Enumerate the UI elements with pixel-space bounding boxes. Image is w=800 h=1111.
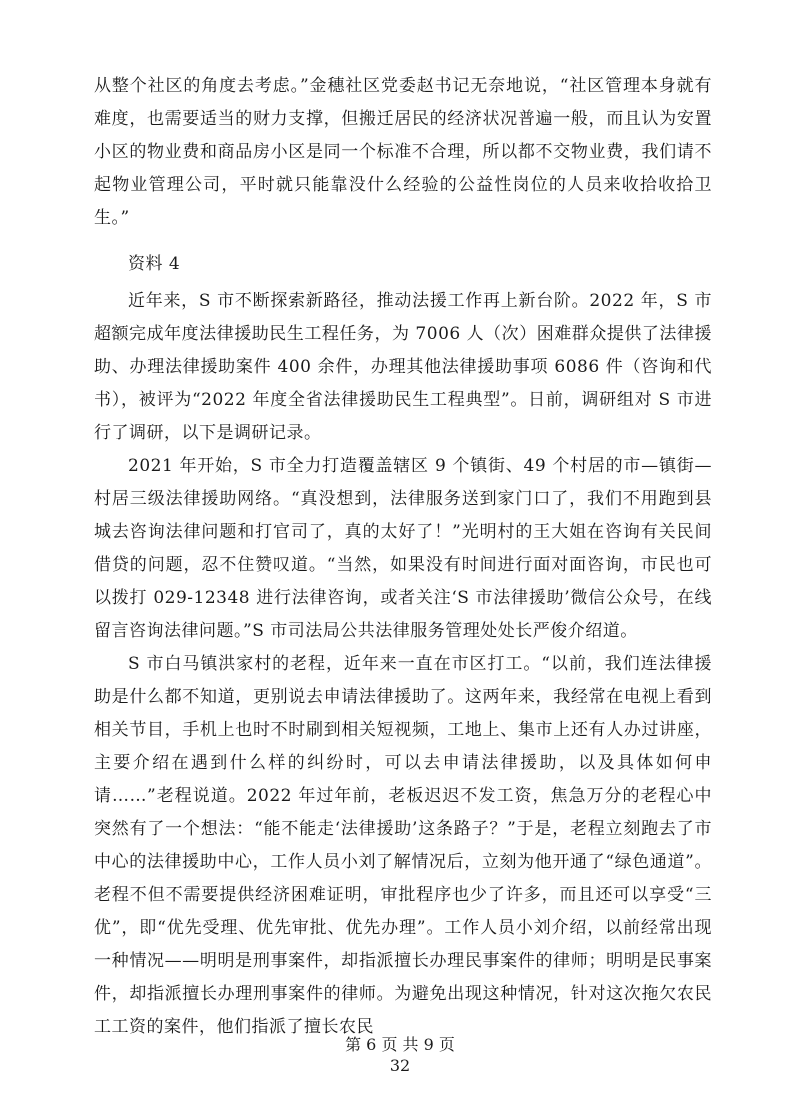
paragraph-1: 从整个社区的角度去考虑。”金穗社区党委赵书记无奈地说，“社区管理本身就有难度，也需要适当的财力支撑，但搬迁居民的经济状况普遍一般，而且认为安置小区的物业费和商品房小区是同一个标准不合理，所以都不交物业费，我们请不起物业管理公司，平时就只能靠没什么经验的公益性岗位的人员来收拾收拾卫生。” [94,76,712,228]
page-number: 32 [389,1056,411,1075]
document-body [94,70,712,1044]
paragraph-4: S 市白马镇洪家村的老程，近年来一直在市区打工。“以前，我们连法律援助是什么都不知道，更别说去申请法律援助了。这两年来，我经常在电视上看到相关节目，手机上也时不时刷到相关短视频，工地上、集市上还有人办过讲座，主要介绍在遇到什么样的纠纷时，可以去申请法律援助，以及具体如何申请……”老程说道。2022 年过年前，老板迟迟不发工资，焦急万分的老程心中突然有了一个想法：“能不能走‘法律援助’这条路子？”于是，老程立刻跑去了市中心的法律援助中心，工作人员小刘了解情况后，立刻为他开通了“绿色通道”。老程不但不需要提供经济困难证明，审批程序也少了许多，而且还可以享受“三优”，即“优先受理、优先审批、优先办理”。工作人员小刘介绍，以前经常出现一种情况——明明是刑事案件，却指派擅长办理民事案件的律师；明明是民事案件，却指派擅长办理刑事案件的律师。为避免出现这种情况，针对这次拖欠农民工工资的案件，他们指派了擅长农民 [94,654,712,1037]
section-heading: 资料 4 [128,254,181,274]
paragraph-2: 近年来，S 市不断探索新路径，推动法援工作再上新台阶。2022 年，S 市超额完成年度法律援助民生工程任务，为 7006 人（次）困难群众提供了法律援助、办理法律援助案件 400 余件，办理其他法律援助事项 6086 件（咨询和代书），被评为“2022 年度全省法律援助民生工程典型”。日前，调研组对 S 市进行了调研，以下是调研记录。 [94,291,712,443]
page-count-label: 第 6 页 共 9 页 [345,1035,455,1054]
paragraph-3: 2021 年开始，S 市全力打造覆盖辖区 9 个镇街、49 个村居的市—镇街—村居三级法律援助网络。“真没想到，法律服务送到家门口了，我们不用跑到县城去咨询法律问题和打官司了，真的太好了！”光明村的王大姐在咨询有关民间借贷的问题，忍不住赞叹道。“当然，如果没有时间进行面对面咨询，市民也可以拨打 029-12348 进行法律咨询，或者关注‘S 市法律援助’微信公众号，在线留言咨询法律问题。”S 市司法局公共法律服务管理处处长严俊介绍道。 [94,456,712,641]
